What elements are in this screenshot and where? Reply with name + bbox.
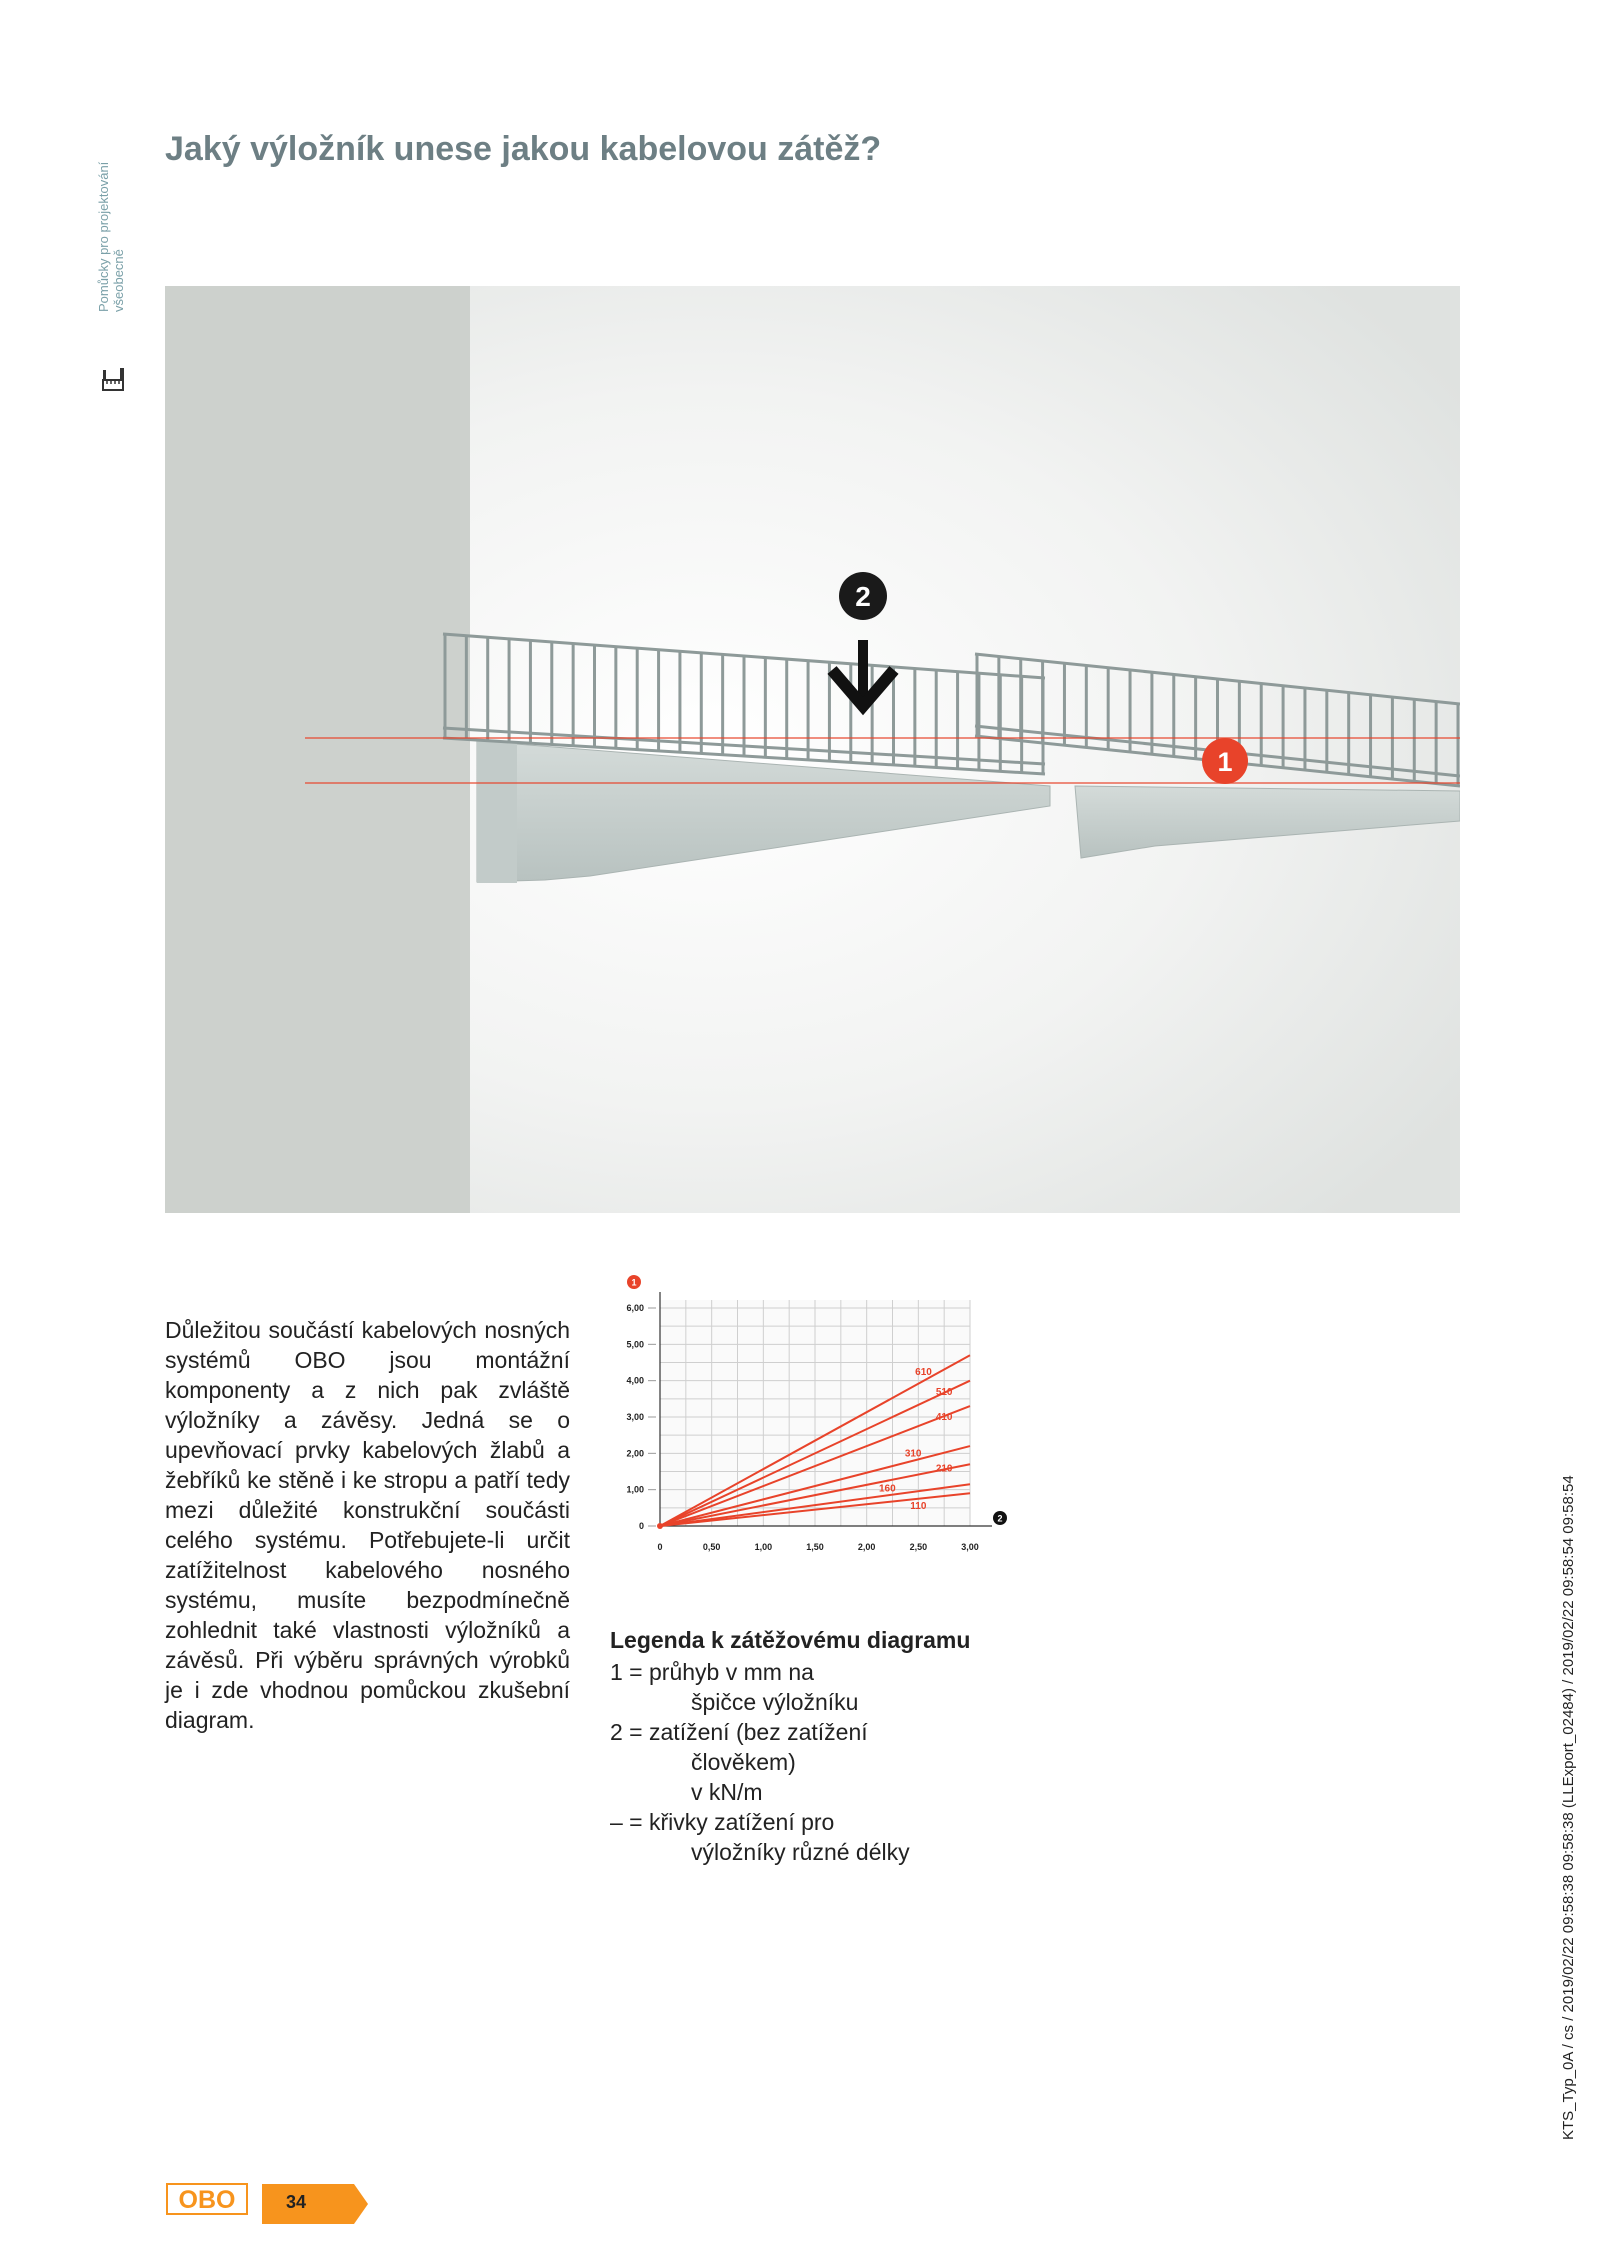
page-title: Jaký výložník unese jakou kabelovou zátěž? xyxy=(165,130,882,168)
y-tick-label: 4,00 xyxy=(626,1375,644,1386)
export-metadata: KTS_Typ_0A / cs / 2019/02/22 09:58:38 09:58:38 (LLExport_02484) / 2019/02/22 09:58:54 09:58:54 xyxy=(1560,1475,1577,2140)
svg-text:1: 1 xyxy=(1217,747,1233,777)
series-label: 510 xyxy=(935,1386,953,1398)
legend-key: 1 = xyxy=(610,1659,650,1685)
hero-illustration xyxy=(165,286,1460,1213)
legend-title: Legenda k zátěžovému diagramu xyxy=(610,1627,971,1653)
x-tick-label: 2,00 xyxy=(857,1542,876,1552)
legend-text: zatížení (bez zatížení xyxy=(649,1719,868,1745)
y-tick-label: 6,00 xyxy=(626,1303,644,1313)
legend-text: výložníky různé délky xyxy=(691,1839,910,1865)
series-label: 110 xyxy=(910,1500,927,1512)
marker-1 xyxy=(1202,738,1248,784)
legend-item xyxy=(610,1657,1030,1717)
y-tick-label: 0 xyxy=(638,1521,644,1531)
legend-key: – = xyxy=(610,1809,650,1835)
y-tick-label: 1,00 xyxy=(626,1484,644,1495)
x-tick-label: 1,00 xyxy=(754,1542,773,1552)
body-paragraph: Důležitou součástí kabelových nosných systémů OBO jsou montážní komponenty a z nich pak zvláště výložníky a závěsy. Jedná se o upevňovací prvky kabelových žlabů a žebříků ke stěně i ke stropu a patří tedy mezi důležité konstrukční součásti celého systému. Potřebujete-li určit zatížitelnost kabelového nosného systému, musíte bezpodmínečně zohlednit také vlastnosti výložníků a závěsů. Při výběru správných výrobků je i zde vhodnou pomůckou zkušební diagram. xyxy=(165,1317,570,1733)
ruler-icon xyxy=(100,366,128,394)
legend-text: špičce výložníku xyxy=(691,1689,859,1715)
marker-2 xyxy=(839,572,887,620)
svg-text:OBO: OBO xyxy=(178,2186,236,2214)
legend-item xyxy=(610,1807,1030,1867)
y-tick-label: 2,00 xyxy=(626,1448,644,1459)
x-tick-label: 1,50 xyxy=(806,1542,824,1552)
section-side-label xyxy=(96,112,146,312)
obo-logo xyxy=(166,2183,248,2215)
legend-item xyxy=(610,1717,1030,1807)
legend-text: průhyb v mm na xyxy=(649,1659,814,1685)
x-tick-label: 2,50 xyxy=(909,1542,928,1552)
section-label-line2: všeobecně xyxy=(111,249,126,312)
series-label: 410 xyxy=(935,1412,953,1424)
series-label: 310 xyxy=(904,1448,922,1460)
y-axis-marker-label: 1 xyxy=(631,1277,637,1288)
page-number-badge xyxy=(262,2184,368,2224)
legend-text: v kN/m xyxy=(691,1779,763,1805)
series-label: 610 xyxy=(915,1366,932,1378)
x-axis-marker-label: 2 xyxy=(997,1513,1003,1524)
y-tick-label: 5,00 xyxy=(626,1339,644,1350)
load-diagram xyxy=(600,1268,1020,1588)
series-label: 160 xyxy=(878,1483,896,1495)
legend-text: člověkem) xyxy=(691,1749,796,1775)
y-tick-label: 3,00 xyxy=(626,1412,644,1422)
x-tick-label: 3,00 xyxy=(961,1542,979,1552)
series-label: 210 xyxy=(935,1463,953,1475)
section-label-line1: Pomůcky pro projektování xyxy=(96,161,111,312)
legend xyxy=(610,1625,1030,1867)
legend-text: křivky zatížení pro xyxy=(649,1809,835,1835)
page-number: 34 xyxy=(286,2192,307,2212)
svg-text:2: 2 xyxy=(855,581,871,612)
legend-key: 2 = xyxy=(610,1719,650,1745)
x-tick-label: 0 xyxy=(657,1542,663,1552)
x-tick-label: 0,50 xyxy=(702,1542,721,1552)
